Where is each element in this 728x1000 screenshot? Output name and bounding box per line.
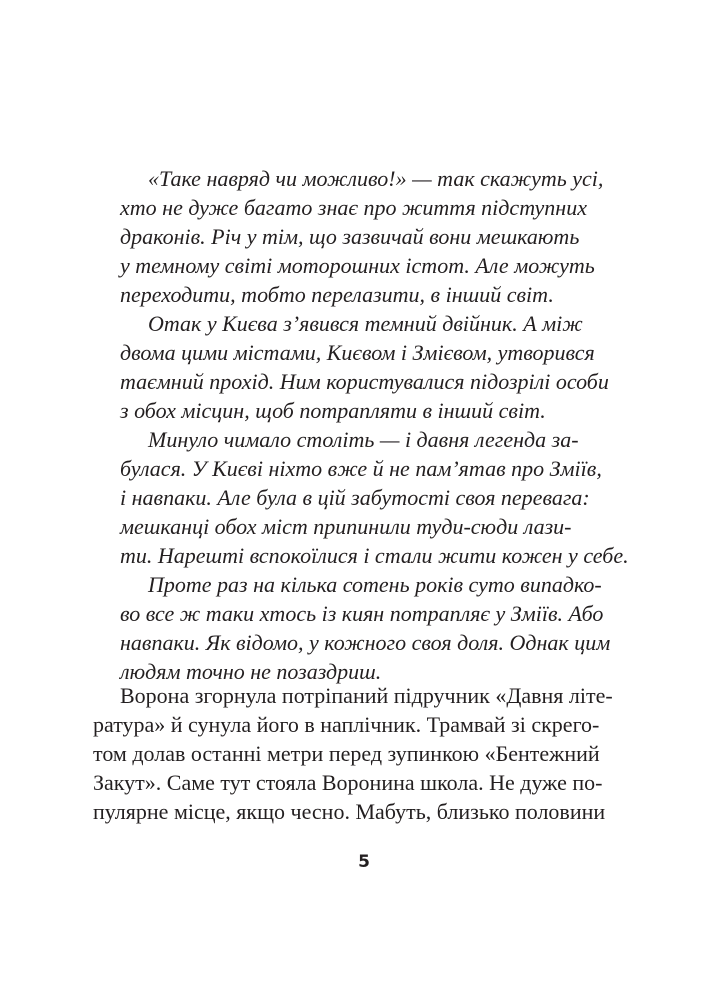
body-line: ратура» й сунула його в наплічник. Трамвай зі скрего- bbox=[93, 712, 600, 737]
prologue-line: мешканці обох міст припинили туди-сюди лази- bbox=[120, 514, 572, 539]
prologue-line: хто не дуже багато знає про життя підступних bbox=[120, 195, 587, 220]
prologue-line: у темному світі моторошних істот. Але можуть bbox=[120, 253, 595, 278]
prologue-line: «Таке навряд чи можливо!» — так скажуть усі, bbox=[148, 166, 604, 191]
body-line: Ворона згорнула потріпаний підручник «Давня літе- bbox=[120, 683, 613, 708]
prologue-line: переходити, тобто перелазити, в інший світ. bbox=[120, 282, 554, 307]
prologue-line: во все ж таки хтось із киян потрапляє у Зміїв. Або bbox=[120, 601, 604, 626]
prologue-line: ти. Нарешті вспокоїлися і стали жити кожен у себе. bbox=[120, 543, 629, 568]
prologue-line: навпаки. Як відомо, у кожного своя доля. Однак цим bbox=[120, 630, 611, 655]
body-line: том долав останні метри перед зупинкою «Бентежний bbox=[93, 741, 600, 766]
prologue-line: з обох місцин, щоб потрапляти в інший світ. bbox=[120, 398, 546, 423]
body-line: Закут». Саме тут стояла Воронина школа. Не дуже по- bbox=[93, 770, 603, 795]
prologue-line: Отак у Києва з’явився темний двійник. А між bbox=[148, 311, 583, 336]
prologue-line: Проте раз на кілька сотень років суто випадко- bbox=[148, 572, 602, 597]
page-number: 5 bbox=[358, 852, 370, 872]
prologue-line: Минуло чимало століть — і давня легенда за- bbox=[148, 427, 579, 452]
prologue-line: булася. У Києві ніхто вже й не пам’ятав про Зміїв, bbox=[120, 456, 602, 481]
body-line: пулярне місце, якщо чесно. Мабуть, близько половини bbox=[93, 799, 606, 824]
prologue-line: людям точно не позаздриш. bbox=[120, 659, 382, 684]
prologue-line: таємний прохід. Ним користувалися підозрілі особи bbox=[120, 369, 609, 394]
prologue-line: і навпаки. Але була в цій забутості своя перевага: bbox=[120, 485, 590, 510]
prologue-line: двома цими містами, Києвом і Змієвом, утворився bbox=[120, 340, 595, 365]
prologue-line: драконів. Річ у тім, що зазвичай вони мешкають bbox=[120, 224, 580, 249]
